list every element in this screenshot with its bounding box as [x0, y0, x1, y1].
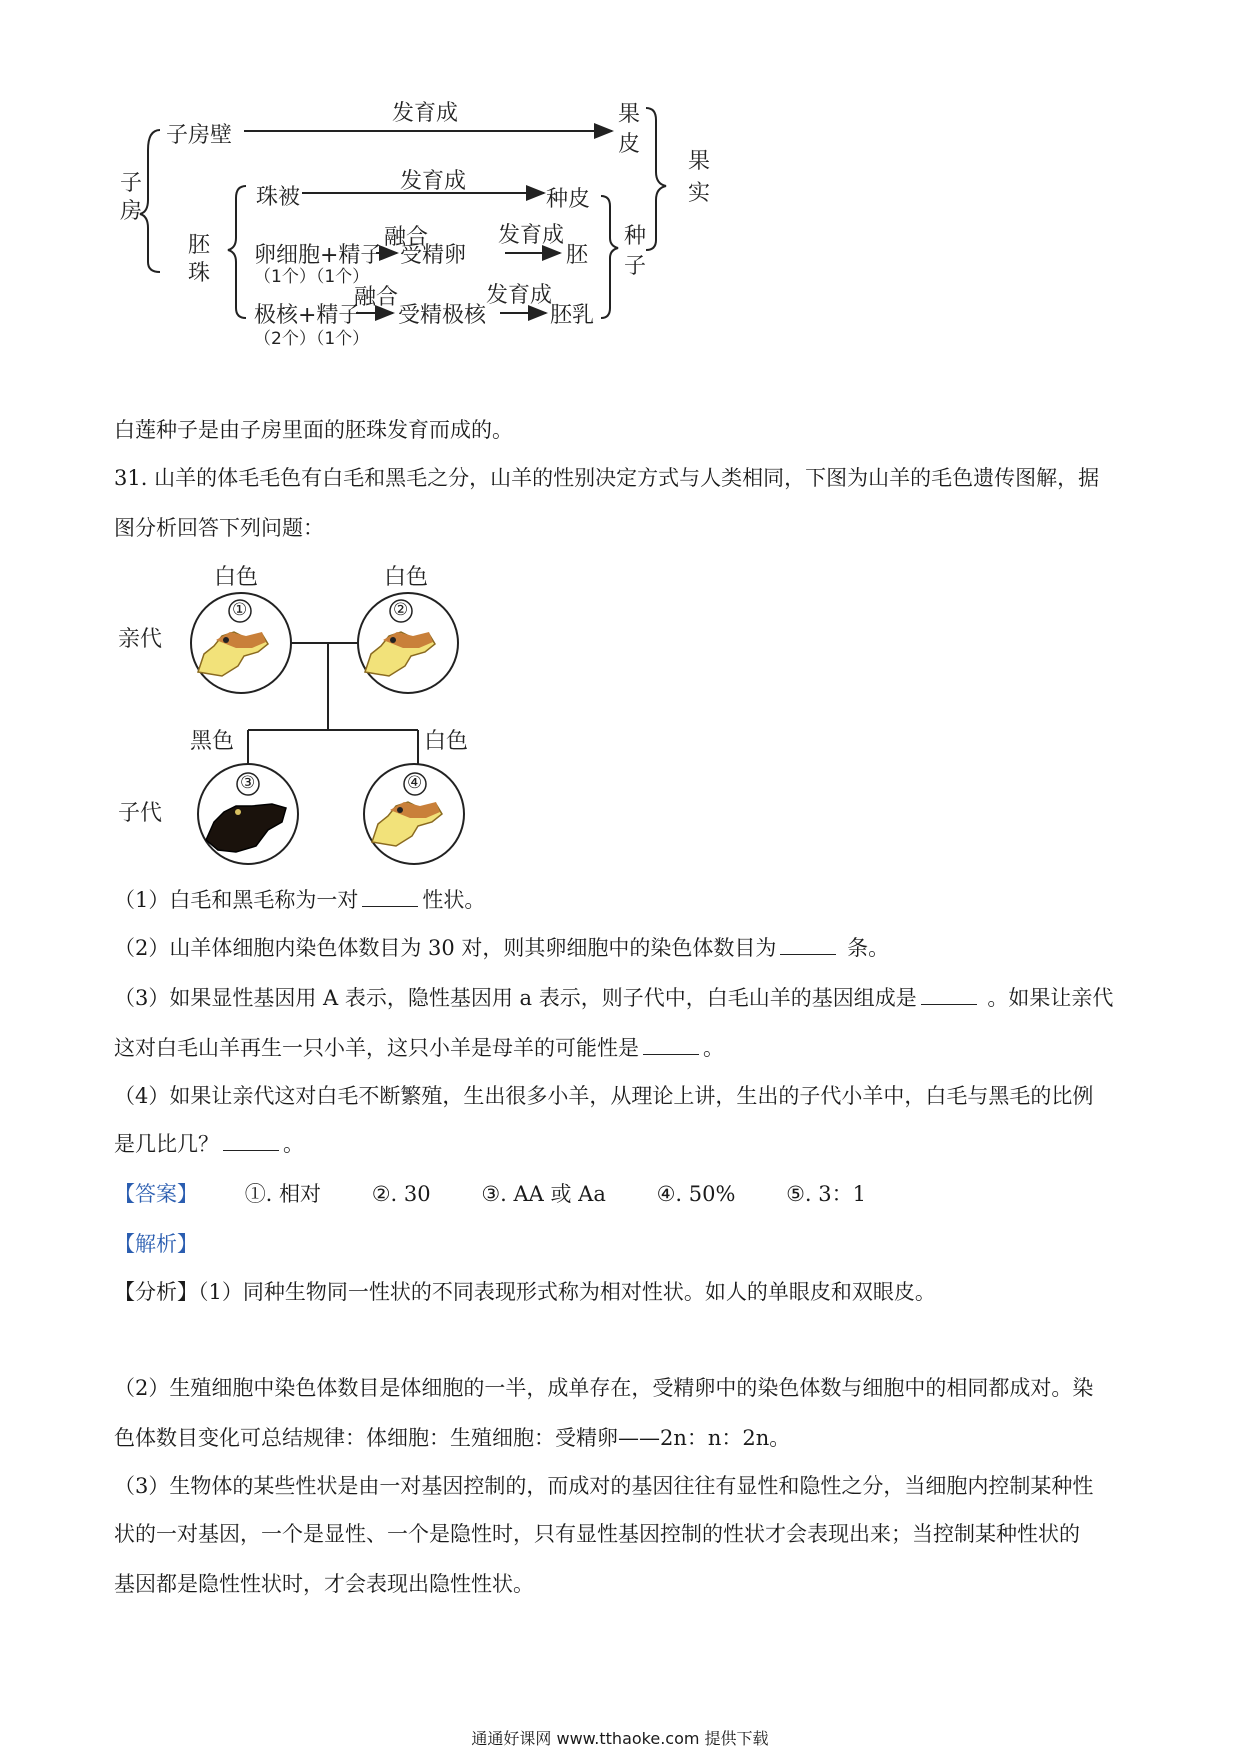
integument-label: 珠被 — [256, 185, 301, 210]
q4-text-b: 是几比几？ — [114, 1132, 219, 1156]
footer-watermark: 通通好课网 www.tthaoke.com 提供下载 — [471, 1729, 769, 1748]
sub-question-4-line-2 — [114, 1130, 304, 1158]
q3-text-a: （3）如果显性基因用 A 表示，隐性基因用 a 表示，则子代中，白毛山羊的基因组成是 — [114, 986, 917, 1010]
analysis-label: 【解析】 — [114, 1232, 198, 1256]
peel-label: 果 皮 — [618, 102, 641, 157]
develops-into-label-4: 发育成 — [486, 283, 553, 308]
answer-item-2: ②. 30 — [371, 1182, 431, 1206]
q3-text-b: 。如果让亲代 — [980, 986, 1114, 1010]
answer-line — [114, 1180, 910, 1208]
analysis-p3-line-3: 基因都是隐性性状时，才会表现出隐性性状。 — [114, 1572, 534, 1596]
analysis-p1-label: 【分析】 — [114, 1280, 198, 1304]
egg-sperm-counts: （1个）（1个） — [254, 267, 370, 287]
q2-text-b: 条。 — [840, 936, 890, 960]
analysis-p3-line-1: （3）生物体的某些性状是由一对基因控制的，而成对的基因往往有显性和隐性之分，当细胞内控制某种性 — [114, 1474, 1094, 1498]
goat-1-number: ① — [232, 600, 248, 620]
answer-item-1: ①. 相对 — [244, 1182, 322, 1206]
q1-blank — [362, 888, 418, 907]
goat-3-number: ③ — [240, 773, 256, 793]
q4-text-c: 。 — [283, 1132, 304, 1156]
child-3-color: 黑色 — [190, 729, 235, 754]
q1-text-a: （1）白毛和黑毛称为一对 — [114, 888, 359, 912]
parent-generation-label: 亲代 — [118, 627, 163, 652]
q3-blank-2 — [643, 1036, 699, 1055]
seed-label: 种 子 — [624, 224, 647, 279]
zygote-label: 受精卵 — [400, 243, 467, 268]
q3-text-c: 这对白毛山羊再生一只小羊，这只小羊是母羊的可能性是 — [114, 1036, 639, 1060]
ovule-label: 胚 珠 — [188, 233, 211, 286]
polar-sperm-counts: （2个）（1个） — [254, 329, 370, 349]
q3-text-d: 。 — [703, 1036, 724, 1060]
fusion-label-1: 融合 — [384, 225, 429, 250]
sub-question-3-line-1 — [114, 984, 1113, 1012]
develops-into-label-3: 发育成 — [498, 223, 565, 248]
analysis-p3-line-2: 状的一对基因，一个是显性、一个是隐性时，只有显性基因控制的性状才会表现出来；当控制某种性状的 — [114, 1522, 1080, 1546]
sub-question-3-line-2 — [114, 1034, 724, 1062]
ovary-label: 子 房 — [120, 171, 143, 224]
seed-coat-label: 种皮 — [546, 187, 591, 212]
parent-1-color: 白色 — [214, 565, 259, 590]
fusion-label-2: 融合 — [354, 285, 399, 310]
sub-question-4-line-1: （4）如果让亲代这对白毛不断繁殖，生出很多小羊，从理论上讲，生出的子代小羊中，白毛与黑毛的比例 — [114, 1084, 1094, 1108]
question-text-1: 山羊的体毛毛色有白毛和黑毛之分，山羊的性别决定方式与人类相同，下图为山羊的毛色遗传图解，据 — [154, 466, 1100, 490]
goat-2-number: ② — [393, 600, 409, 620]
q1-text-b: 性状。 — [422, 888, 486, 912]
sub-question-2 — [114, 934, 889, 962]
develops-into-label-1: 发育成 — [392, 101, 459, 126]
egg-sperm-label: 卵细胞+精子 — [254, 243, 383, 268]
q2-blank — [780, 936, 836, 955]
analysis-p1 — [114, 1278, 936, 1306]
child-generation-label: 子代 — [118, 801, 163, 826]
answer-label: 【答案】 — [114, 1182, 198, 1206]
question-line-2: 图分析回答下列问题： — [114, 516, 324, 540]
fertilized-polar-label: 受精极核 — [398, 303, 487, 328]
polar-sperm-label: 极核+精子 — [254, 303, 361, 328]
analysis-p2-line-1: （2）生殖细胞中染色体数目是体细胞的一半，成单存在，受精卵中的染色体数与细胞中的相同都成对。染 — [114, 1376, 1094, 1400]
parent-2-color: 白色 — [384, 565, 429, 590]
q3-blank-1 — [921, 986, 977, 1005]
child-4-color: 白色 — [424, 729, 469, 754]
fruit-label: 果 实 — [688, 149, 711, 206]
endosperm-label: 胚乳 — [550, 303, 595, 328]
ovary-wall-label: 子房壁 — [166, 123, 233, 148]
intro-line: 白莲种子是由子房里面的胚珠发育而成的。 — [114, 418, 513, 442]
answer-item-3: ③. AA 或 Aa — [481, 1182, 606, 1206]
analysis-p2-line-2: 色体数目变化可总结规律：体细胞：生殖细胞：受精卵——2n：n：2n。 — [114, 1426, 791, 1450]
embryo-label: 胚 — [566, 243, 589, 268]
answer-item-5: ⑤. 3：1 — [786, 1182, 867, 1206]
goat-4-number: ④ — [407, 773, 423, 793]
q4-blank — [223, 1132, 279, 1151]
q2-text-a: （2）山羊体细胞内染色体数目为 30 对，则其卵细胞中的染色体数目为 — [114, 936, 777, 960]
answer-item-4: ④. 50% — [656, 1182, 736, 1206]
sub-question-1 — [114, 886, 485, 914]
develops-into-label-2: 发育成 — [400, 169, 467, 194]
question-number: 31. — [114, 466, 148, 490]
analysis-p1-text: （1）同种生物同一性状的不同表现形式称为相对性状。如人的单眼皮和双眼皮。 — [198, 1280, 936, 1304]
